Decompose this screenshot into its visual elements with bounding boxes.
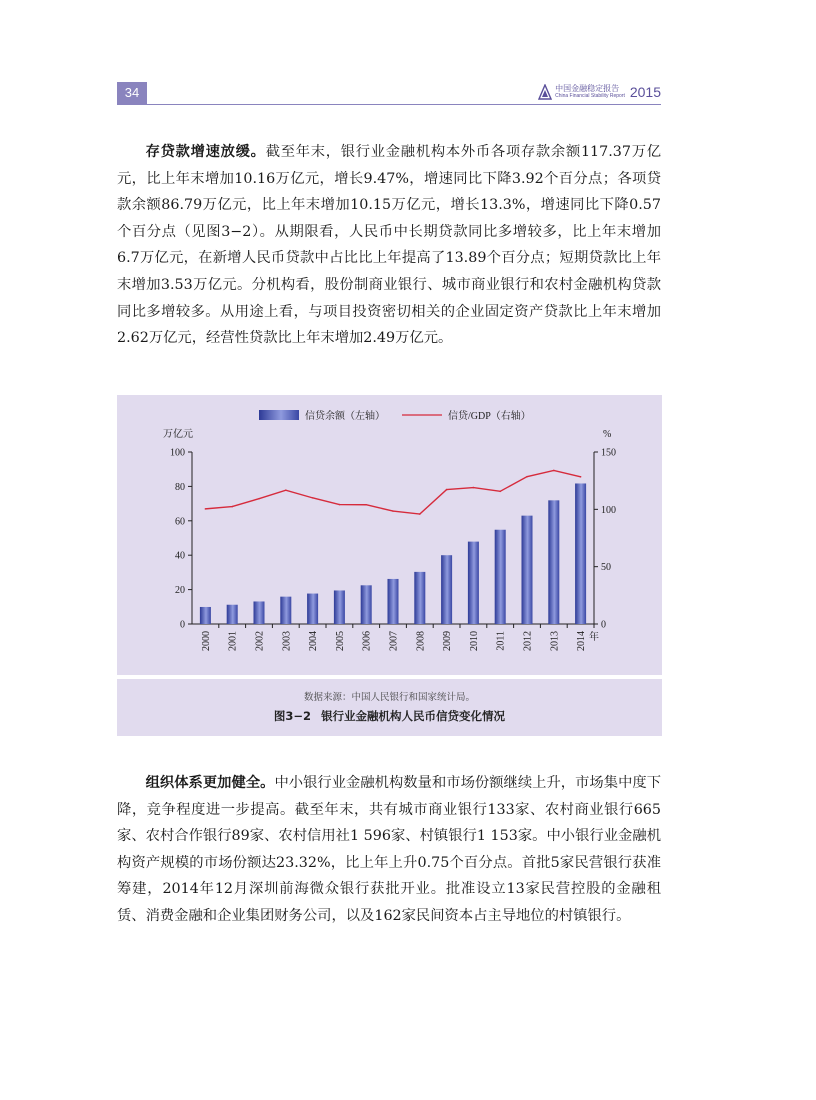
credit-gdp-point-2005 (339, 504, 341, 506)
bar-2014 (575, 483, 586, 624)
bar-2011 (495, 530, 506, 624)
brand-name-en: China Financial Stability Report (555, 93, 625, 99)
right-tick-label: 50 (601, 562, 611, 574)
brand-name-cn: 中国金融稳定报告 (555, 84, 620, 93)
credit-gdp-point-2012 (526, 476, 528, 478)
bar-2008 (414, 572, 425, 624)
credit-gdp-point-2002 (258, 498, 260, 500)
credit-gdp-point-2010 (473, 487, 475, 489)
bar-2005 (334, 590, 345, 624)
page-number: 34 (124, 85, 140, 100)
left-tick-label: 80 (175, 481, 185, 493)
x-tick-label-2010: 2010 (468, 631, 480, 651)
bar-2007 (388, 579, 399, 624)
legend-bar-label: 信贷余额（左轴） (305, 411, 385, 422)
chart-bars (200, 483, 586, 624)
left-tick-label: 20 (175, 585, 185, 597)
chart-container (117, 395, 662, 675)
figure-caption-box (117, 679, 662, 736)
bar-2002 (254, 601, 265, 624)
page-number-box (117, 82, 147, 104)
bar-2012 (522, 516, 533, 624)
bar-2004 (307, 594, 318, 624)
x-tick-label-2008: 2008 (415, 631, 427, 651)
credit-gdp-point-2014 (580, 476, 582, 478)
header-divider (117, 104, 661, 105)
x-tick-label-2014: 2014 (576, 631, 588, 651)
credit-gdp-point-2004 (312, 497, 314, 499)
figure-number: 图3−2 (273, 709, 312, 723)
legend-line-label: 信贷/GDP（右轴） (448, 411, 531, 422)
legend-bar-swatch (259, 410, 299, 420)
credit-gdp-point-2001 (231, 506, 233, 508)
x-tick-label-2011: 2011 (495, 631, 507, 651)
credit-gdp-point-2011 (499, 491, 501, 493)
paragraph-deposits-loans (117, 139, 661, 352)
right-axis-title: % (603, 429, 612, 440)
x-tick-label-2001: 2001 (227, 631, 239, 651)
credit-gdp-point-2009 (446, 489, 448, 491)
left-tick-label: 0 (180, 619, 185, 631)
x-tick-label-2006: 2006 (361, 631, 373, 651)
bar-2003 (280, 597, 291, 624)
paragraph-organization (117, 770, 661, 930)
right-tick-label: 150 (601, 447, 616, 459)
credit-gdp-point-2007 (392, 510, 394, 512)
x-tick-label-2007: 2007 (388, 631, 400, 651)
credit-chart (117, 395, 662, 675)
chart-line (205, 470, 582, 515)
x-axis-title: 年 (589, 632, 599, 643)
bar-2010 (468, 542, 479, 624)
left-tick-label: 60 (175, 516, 185, 528)
right-tick-label: 0 (601, 619, 606, 631)
x-tick-label-2002: 2002 (254, 631, 266, 651)
right-tick-label: 100 (601, 504, 616, 516)
data-source: 数据来源：中国人民银行和国家统计局。 (303, 692, 475, 703)
left-tick-label: 100 (170, 447, 185, 459)
report-logo-icon (538, 84, 552, 100)
figure-title-text: 银行业金融机构人民币信贷变化情况 (321, 709, 506, 723)
report-brand (538, 80, 661, 104)
x-tick-label-2009: 2009 (442, 631, 454, 651)
credit-gdp-point-2000 (205, 508, 207, 510)
brand-year: 2015 (629, 84, 661, 100)
left-tick-label: 40 (175, 550, 185, 562)
credit-gdp-line (205, 470, 580, 514)
paragraph-lead: 组织体系更加健全。 (145, 775, 275, 791)
bar-2001 (227, 605, 238, 624)
x-tick-label-2013: 2013 (549, 631, 561, 651)
paragraph-body: 中小银行业金融机构数量和市场份额继续上升，市场集中度下降，竞争程度进一步提高。截至年末，共有城市商业银行133家、农村商业银行665家、农村合作银行89家、农村信用社1 596家、村镇银行1 153家。中小银行业金融机构资产规模的市场份额达23.32%，比上年上升0.75个百分点。首批5家民营银行获准筹建，2014年12月深圳前海微众银行获批开业。批准设立13家民营控股的金融租赁、消费金融和企业集团财务公司，以及162家民间资本占主导地位的村镇银行。 (117, 775, 661, 924)
paragraph-lead: 存贷款增速放缓。 (145, 144, 266, 160)
bar-2006 (361, 585, 372, 624)
credit-gdp-point-2003 (285, 489, 287, 491)
x-tick-label-2000: 2000 (200, 631, 212, 651)
credit-gdp-point-2013 (553, 470, 555, 472)
x-tick-label-2012: 2012 (522, 631, 534, 651)
x-tick-label-2005: 2005 (334, 631, 346, 651)
credit-gdp-point-2008 (419, 513, 421, 515)
credit-gdp-point-2006 (365, 504, 367, 506)
bar-2009 (441, 555, 452, 624)
figure-title (117, 708, 662, 724)
x-tick-label-2003: 2003 (281, 631, 293, 651)
left-axis-title: 万亿元 (163, 429, 193, 440)
bar-2013 (548, 500, 559, 624)
x-tick-label-2004: 2004 (308, 631, 320, 651)
bar-2000 (200, 607, 211, 624)
paragraph-body: 截至年末，银行业金融机构本外币各项存款余额117.37万亿元，比上年末增加10.16万亿元，增长9.47%，增速同比下降3.92个百分点；各项贷款余额86.79万亿元，比上年末增加10.15万亿元，增长13.3%，增速同比下降0.57个百分点（见图3−2）。从期限看，人民币中长期贷款同比多增较多，比上年末增加6.7万亿元，在新增人民币贷款中占比比上年提高了13.89个百分点；短期贷款比上年末增加3.53万亿元。分机构看，股份制商业银行、城市商业银行和农村金融机构贷款同比多增较多。从用途上看，与项目投资密切相关的企业固定资产贷款比上年末增加2.62万亿元，经营性贷款比上年末增加2.49万亿元。 (117, 144, 662, 347)
